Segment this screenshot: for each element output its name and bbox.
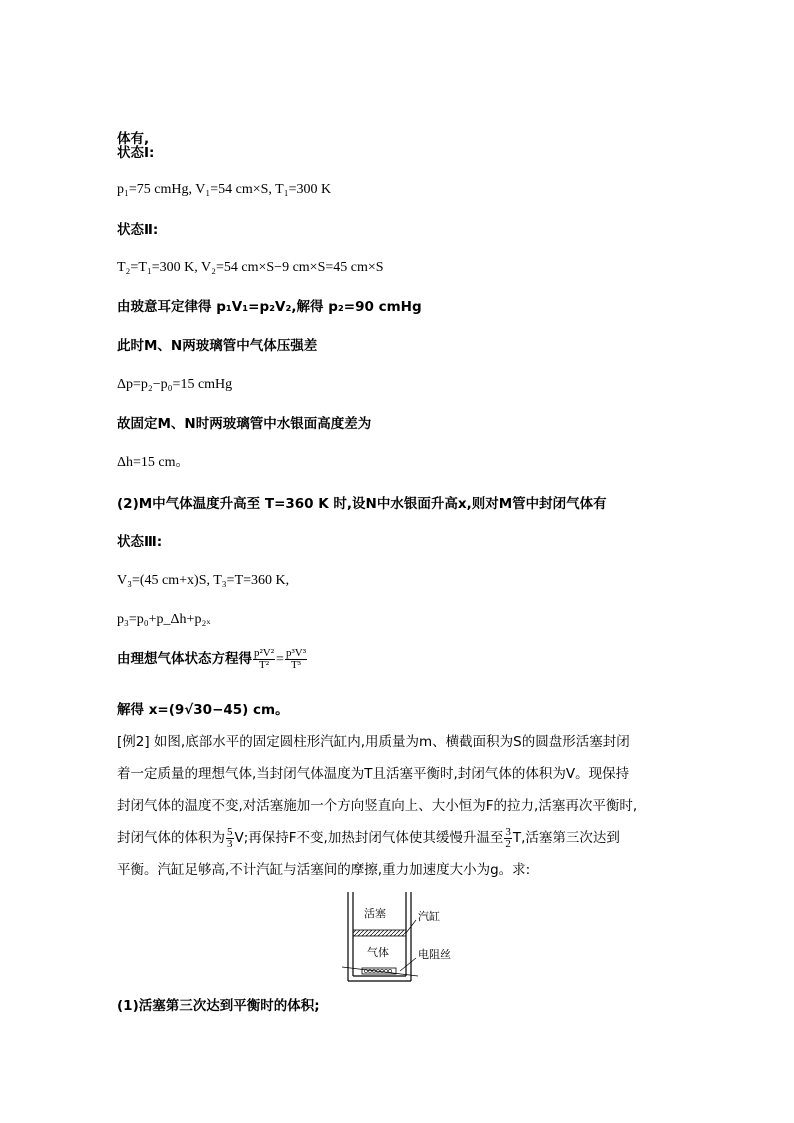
example-text: T,活塞第三次达到 — [512, 830, 620, 846]
example-line — [117, 726, 683, 758]
equation-line: Δh=15 cm。 — [117, 455, 190, 470]
equation-line: Δp=p₂−p₀=15 cmHg — [117, 377, 233, 392]
fraction — [504, 827, 512, 850]
equation-line: T₂=T₁=300 K, V₂=54 cm×S−9 cm×S=45 cm×S — [117, 260, 384, 275]
example-paragraph — [117, 726, 683, 886]
fraction-numerator: 3 — [505, 825, 511, 838]
example-line: 封闭气体的温度不变,对活塞施加一个方向竖直向上、大小恒为F的拉力,活塞再次平衡时, — [117, 798, 638, 814]
fraction-numerator: p²V² — [254, 647, 275, 659]
resistor-label-leader — [400, 958, 416, 971]
cylinder-label: 汽缸 — [418, 910, 440, 923]
equation-line: V₃=(45 cm+x)S, T₃=T=360 K, — [117, 573, 290, 588]
text-line: 由玻意耳定律得 p₁V₁=p₂V₂,解得 p₂=90 cmHg — [117, 299, 422, 315]
fraction — [285, 648, 307, 671]
piston-label: 活塞 — [364, 907, 386, 920]
fraction-denominator: T³ — [290, 659, 301, 671]
fraction-denominator: 2 — [505, 837, 511, 850]
text-line: 状态Ⅰ: — [117, 145, 155, 161]
example-line: 着一定质量的理想气体,当封闭气体温度为T且活塞平衡时,封闭气体的体积为V。现保持 — [117, 766, 630, 782]
example-text: V;再保持F不变,加热封闭气体使其缓慢升温至 — [234, 830, 504, 846]
text-line: 状态Ⅱ: — [117, 222, 159, 238]
example-line — [117, 822, 683, 854]
equation-line: p₃=p₀+p_Δh+p₂ₓ — [117, 612, 211, 627]
equation-line — [117, 648, 308, 671]
fraction-denominator: 3 — [227, 837, 233, 850]
text-line: 解得 x=(9√30−45) cm。 — [117, 702, 289, 718]
fraction — [253, 648, 275, 671]
example-tag: [例2] — [117, 734, 150, 750]
text-line: (2)M中气体温度升高至 T=360 K 时,设N中水银面升高x,则对M管中封闭气体有 — [117, 496, 607, 512]
equals-sign: = — [276, 652, 284, 667]
fraction — [226, 827, 234, 850]
text-line: 状态Ⅲ: — [117, 534, 163, 550]
example-line: 平衡。汽缸足够高,不计汽缸与活塞间的摩擦,重力加速度大小为g。求: — [117, 862, 531, 878]
example-text: 如图,底部水平的固定圆柱形汽缸内,用质量为m、横截面积为S的圆盘形活塞封闭 — [153, 734, 630, 750]
resistor-label: 电阻丝 — [418, 948, 451, 961]
example-text: 封闭气体的体积为 — [117, 830, 225, 846]
text-line: 体有, — [117, 131, 150, 147]
question-line: (1)活塞第三次达到平衡时的体积; — [117, 998, 320, 1014]
piston — [353, 930, 406, 936]
equation-prefix: 由理想气体状态方程得 — [117, 651, 252, 667]
equation-line: p₁=75 cmHg, V₁=54 cm×S, T₁=300 K — [117, 182, 332, 197]
fraction-denominator: T² — [259, 659, 270, 671]
gas-label: 气体 — [367, 946, 389, 959]
text-line: 故固定M、N时两玻璃管中水银面高度差为 — [117, 416, 372, 432]
cylinder-diagram — [340, 890, 470, 990]
fraction-numerator: 5 — [227, 825, 233, 838]
fraction-numerator: p³V³ — [285, 647, 306, 659]
text-line: 此时M、N两玻璃管中气体压强差 — [117, 338, 318, 354]
